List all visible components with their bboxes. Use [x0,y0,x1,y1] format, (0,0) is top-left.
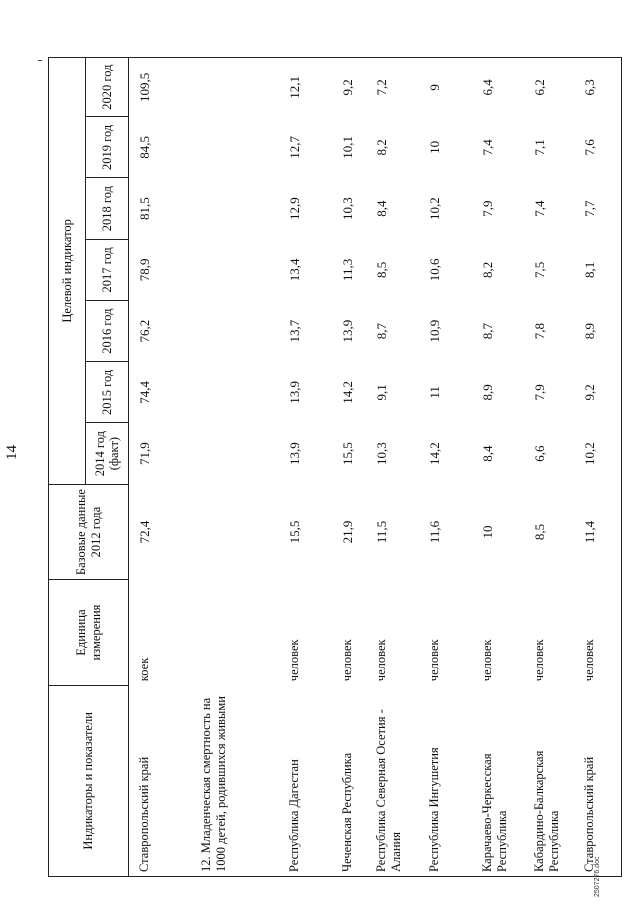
row-indicator: Республика Ингушетия [427,685,480,876]
row-2017: 13,4 [286,258,302,282]
row-2017: 11,3 [339,258,355,281]
indicators-table [48,57,622,877]
row-base [199,484,287,580]
header-2017: 2017 год [86,239,129,300]
table-row [340,58,374,877]
header-2018: 2018 год [86,178,129,239]
header-row-1 [49,58,86,877]
row-2015: 74,4 [137,380,152,404]
row-2019: 7,1 [531,139,547,156]
table-row [374,58,427,877]
row-2016: 8,7 [479,322,495,340]
header-base: Базовые данные 2012 года [49,484,129,580]
table-row [129,58,199,877]
row-unit: человек [479,639,494,682]
row-2014: 6,6 [531,445,547,462]
header-indicators: Индикаторы и показатели [49,685,129,876]
row-indicator: Ставропольский край [129,685,199,876]
row-2014: 14,2 [426,442,442,465]
document-code: 2507276.doc [594,856,601,897]
row-2018: 7,4 [531,200,547,217]
row-2017: 10,6 [426,258,442,282]
row-2014: 10,2 [582,423,622,484]
row-2015 [199,362,287,423]
row-2020 [199,58,287,117]
margin-tick [38,60,42,61]
row-2016: 10,9 [426,319,442,343]
row-base: 10 [479,525,495,539]
row-unit: человек [286,639,301,682]
table-row [532,58,582,877]
row-2019: 10,1 [339,135,355,159]
row-2015: 9,2 [582,362,622,423]
row-indicator: 12. Младенческая смертность на 1000 детей, родившихся живыми [199,685,287,876]
header-2014: 2014 год (факт) [86,423,129,484]
row-2018: 81,5 [137,197,152,220]
header-2015: 2015 год [86,362,129,423]
row-unit: человек [339,639,354,682]
row-indicator: Карачаево-Черкесская Республика [480,685,532,876]
header-2016: 2016 год [86,300,129,361]
row-base: 11,4 [582,484,622,580]
table-row [480,58,532,877]
row-2018: 7,7 [582,178,622,239]
row-unit: коек [137,657,151,682]
row-2015: 13,9 [286,380,302,404]
row-2019: 10 [426,140,442,154]
row-2015: 9,1 [373,384,389,401]
row-2020: 9 [427,58,480,117]
row-2015: 11 [426,386,442,399]
row-2020: 6,2 [532,58,582,117]
table-row [287,58,340,877]
row-2019: 7,6 [582,117,622,178]
row-2020: 7,2 [374,58,427,117]
row-2018: 12,9 [286,197,302,220]
row-unit: человек [531,639,546,682]
row-2014: 15,5 [339,442,355,465]
row-base: 15,5 [286,520,302,544]
row-indicator: Кабардино-Балкарская Республика [532,685,582,876]
page-number: 14 [4,445,20,460]
row-2018: 10,3 [339,197,355,220]
table-row [427,58,480,877]
row-base: 72,4 [137,520,152,544]
row-2015: 8,9 [479,384,495,401]
header-target: Целевой индикатор [49,58,86,485]
row-2019: 84,5 [137,135,152,159]
row-2016: 8,9 [582,300,622,361]
row-2017: 78,9 [137,258,152,282]
row-2018 [199,178,287,239]
row-2016: 8,7 [373,322,389,340]
row-2019 [199,117,287,178]
row-indicator: Республика Дагестан [287,685,340,876]
row-2014: 8,4 [479,445,495,462]
row-2017: 7,5 [531,261,547,278]
table-row [582,58,622,877]
row-2016: 13,9 [339,319,355,343]
row-indicator: Ставропольский край [582,685,622,876]
header-unit: Единица измерения [49,580,129,685]
row-2015: 14,2 [339,380,355,404]
row-2016: 7,8 [531,322,547,340]
row-2020: 6,4 [480,58,532,117]
row-2016: 76,2 [137,319,152,343]
row-2018: 8,4 [373,200,389,217]
row-2019: 7,4 [479,139,495,156]
row-2020: 109,5 [129,58,199,117]
row-2017: 8,2 [479,261,495,278]
row-2014: 13,9 [286,442,302,465]
row-2014: 10,3 [373,442,389,465]
row-unit [199,580,287,685]
row-indicator: Чеченская Республика [340,685,374,876]
header-2019: 2019 год [86,117,129,178]
row-2014 [199,423,287,484]
row-unit: человек [426,639,441,682]
row-indicator: Республика Северная Осетия - Алания [374,685,427,876]
row-2014: 71,9 [137,442,152,465]
row-2018: 7,9 [479,200,495,217]
row-base: 21,9 [339,520,355,544]
row-2018: 10,2 [426,197,442,220]
row-base: 11,5 [373,520,389,544]
row-2020: 6,3 [582,58,622,117]
row-unit: человек [582,580,622,685]
table-row [199,58,287,877]
row-unit: человек [373,639,388,682]
header-2020: 2020 год [86,58,129,117]
row-2020: 9,2 [340,58,374,117]
row-2017: 8,1 [582,239,622,300]
row-2016 [199,300,287,361]
row-base: 11,6 [426,520,442,544]
row-base: 8,5 [531,523,547,541]
row-2016: 13,7 [286,319,302,343]
row-2019: 8,2 [373,139,389,156]
row-2019: 12,7 [286,135,302,159]
row-2015: 7,9 [531,384,547,401]
row-2017 [199,239,287,300]
row-2020: 12,1 [287,58,340,117]
row-2017: 8,5 [373,261,389,278]
